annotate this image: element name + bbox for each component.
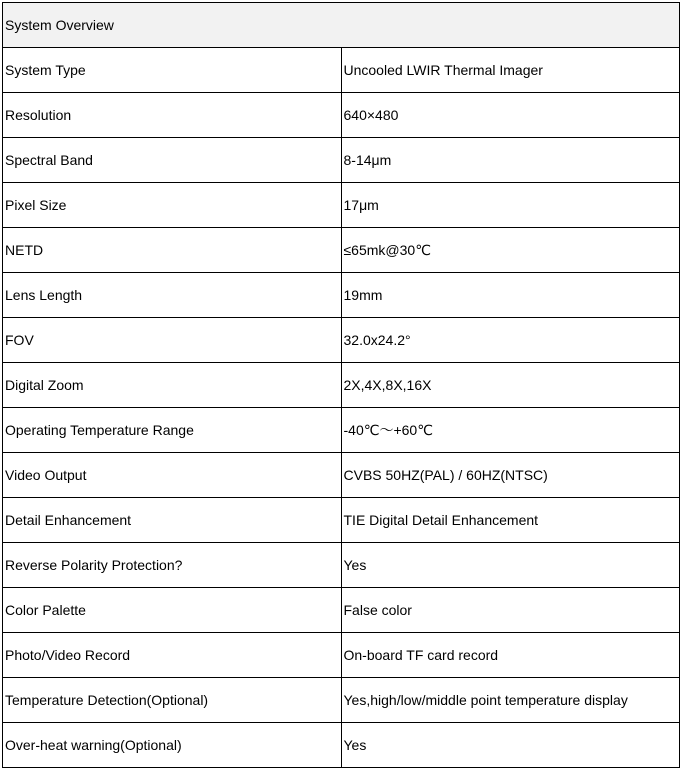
spec-label: Temperature Detection(Optional)	[3, 678, 342, 723]
spec-label: Spectral Band	[3, 138, 342, 183]
spec-value: 640×480	[341, 93, 680, 138]
table-row	[3, 273, 680, 318]
table-header-row	[3, 3, 680, 48]
table-row	[3, 588, 680, 633]
spec-label: System Type	[3, 48, 342, 93]
spec-value: 8-14μm	[341, 138, 680, 183]
spec-label: Photo/Video Record	[3, 633, 342, 678]
spec-label: FOV	[3, 318, 342, 363]
table-row	[3, 633, 680, 678]
spec-value: CVBS 50HZ(PAL) / 60HZ(NTSC)	[341, 453, 680, 498]
table-row	[3, 543, 680, 588]
spec-label: Lens Length	[3, 273, 342, 318]
table-title: System Overview	[3, 3, 680, 48]
table-row	[3, 723, 680, 768]
spec-value: Yes,high/low/middle point temperature display	[341, 678, 680, 723]
spec-value: -40℃～+60℃	[341, 408, 680, 453]
spec-label: Pixel Size	[3, 183, 342, 228]
spec-value: False color	[341, 588, 680, 633]
spec-value: Uncooled LWIR Thermal Imager	[341, 48, 680, 93]
spec-value: TIE Digital Detail Enhancement	[341, 498, 680, 543]
spec-label: Operating Temperature Range	[3, 408, 342, 453]
spec-label: Digital Zoom	[3, 363, 342, 408]
table-row	[3, 183, 680, 228]
spec-value: Yes	[341, 543, 680, 588]
table-row	[3, 318, 680, 363]
spec-value: 32.0x24.2°	[341, 318, 680, 363]
table-row	[3, 93, 680, 138]
specification-table	[2, 2, 680, 768]
spec-label: Color Palette	[3, 588, 342, 633]
spec-value: 19mm	[341, 273, 680, 318]
spec-label: Over-heat warning(Optional)	[3, 723, 342, 768]
table-row	[3, 363, 680, 408]
spec-value: On-board TF card record	[341, 633, 680, 678]
table-row	[3, 678, 680, 723]
table-row	[3, 453, 680, 498]
spec-label: Resolution	[3, 93, 342, 138]
table-row	[3, 228, 680, 273]
table-row	[3, 408, 680, 453]
table-row	[3, 48, 680, 93]
spec-value: ≤65mk@30℃	[341, 228, 680, 273]
table-row	[3, 138, 680, 183]
spec-label: Reverse Polarity Protection?	[3, 543, 342, 588]
table-row	[3, 498, 680, 543]
spec-label: NETD	[3, 228, 342, 273]
spec-value: 17μm	[341, 183, 680, 228]
spec-label: Video Output	[3, 453, 342, 498]
spec-value: Yes	[341, 723, 680, 768]
spec-value: 2X,4X,8X,16X	[341, 363, 680, 408]
spec-label: Detail Enhancement	[3, 498, 342, 543]
